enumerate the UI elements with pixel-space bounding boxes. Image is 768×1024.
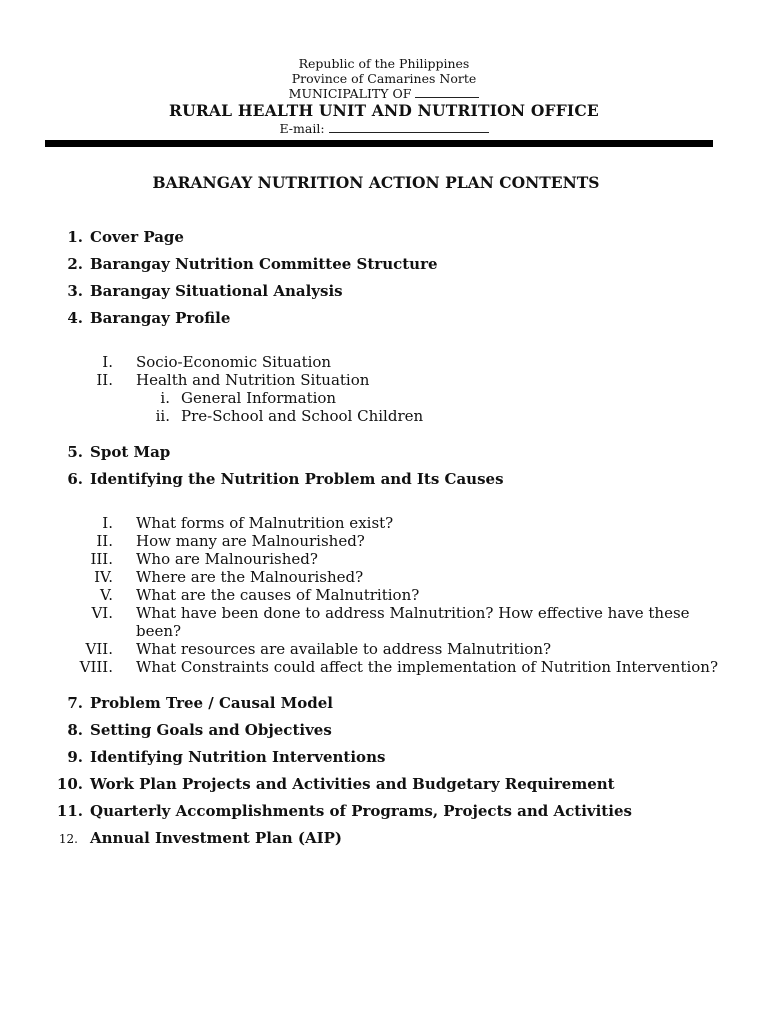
email-label: E-mail: [279, 121, 325, 136]
header-rule [45, 140, 713, 147]
office-title: RURAL HEALTH UNIT AND NUTRITION OFFICE [169, 101, 599, 120]
header-republic: Republic of the Philippines [298, 56, 470, 71]
header-municipality [0, 86, 768, 101]
municipality-label: MUNICIPALITY OF [288, 86, 412, 101]
document-title: BARANGAY NUTRITION ACTION PLAN CONTENTS [152, 173, 600, 192]
header-province: Province of Camarines Norte [291, 71, 477, 86]
municipality-blank [415, 86, 479, 98]
header-email [0, 121, 768, 136]
email-blank [329, 121, 489, 133]
